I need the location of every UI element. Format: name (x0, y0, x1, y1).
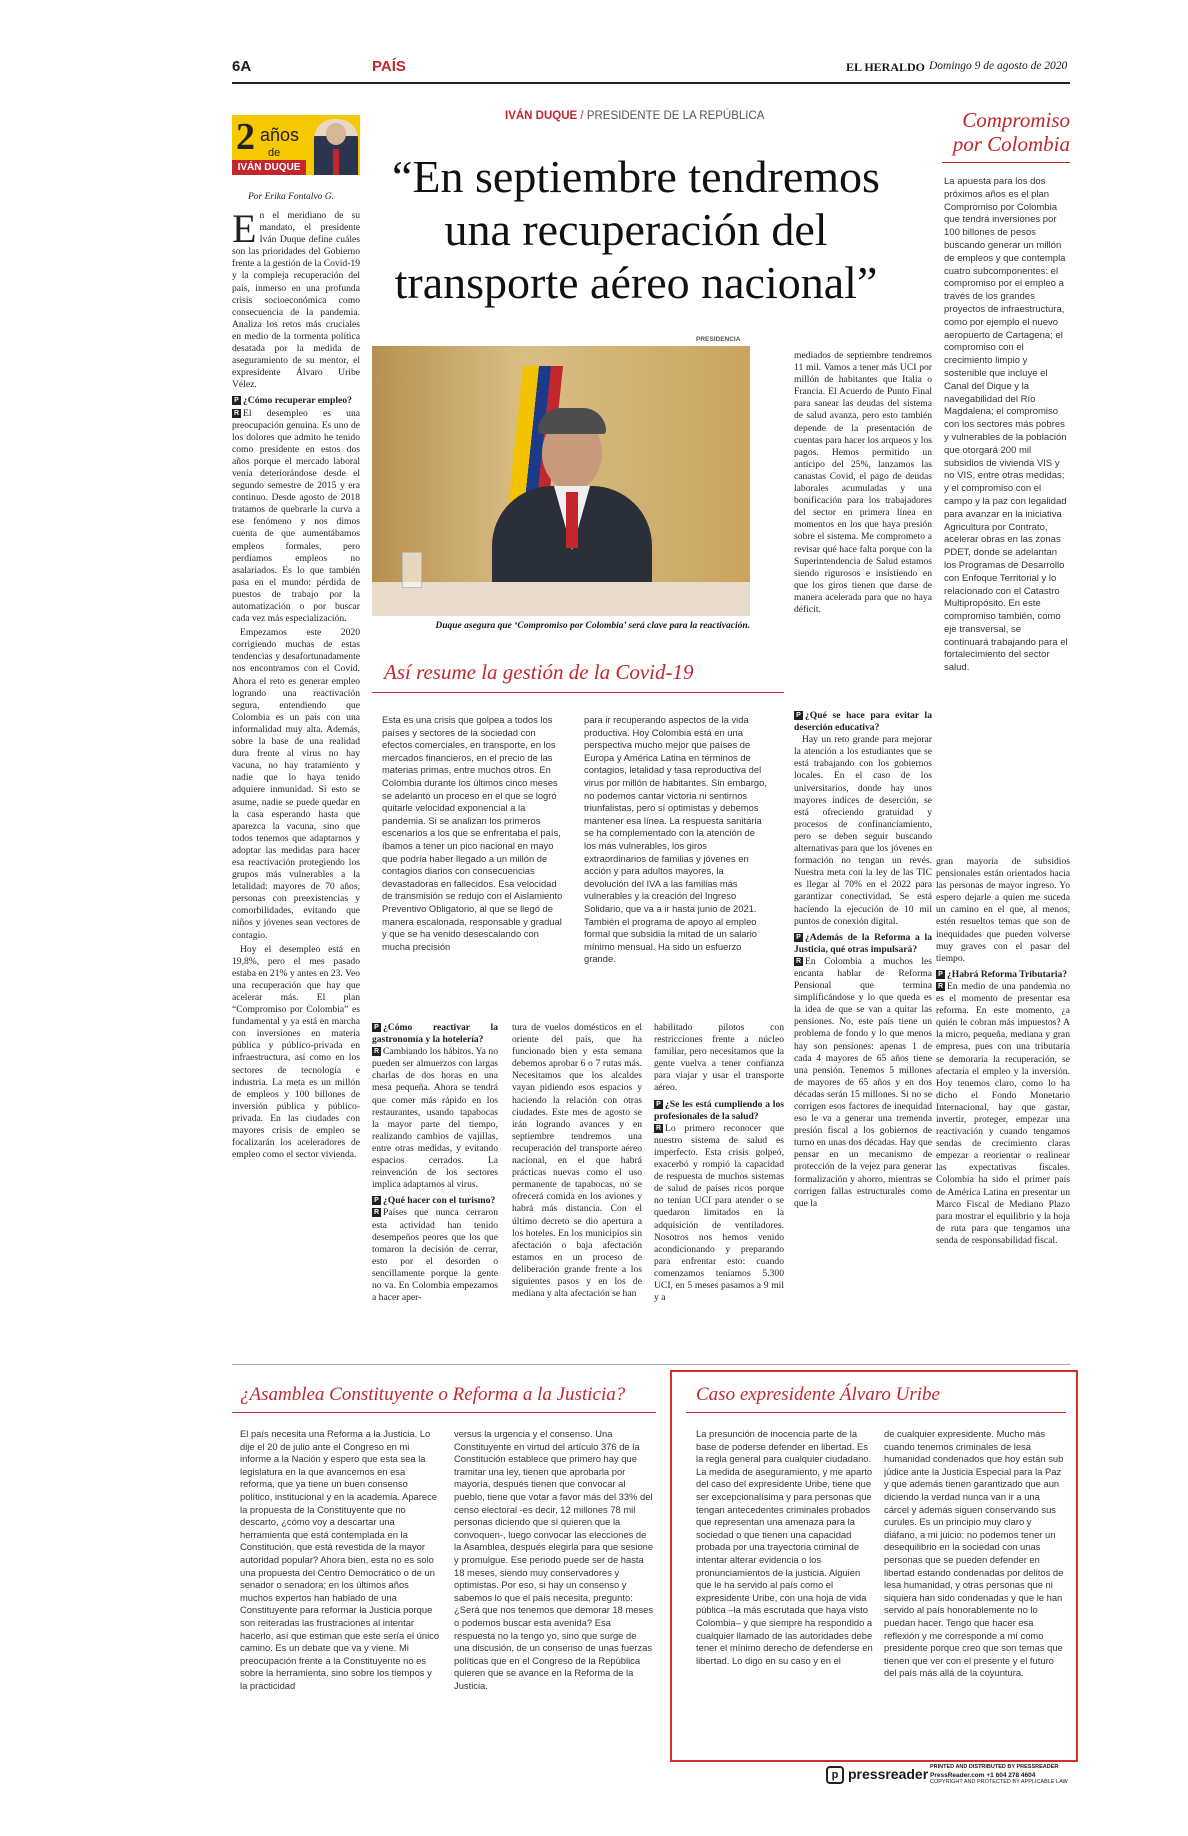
article-column-right-upper: mediados de septiembre tendremos 11 mil. Vamos a tener más UCI por millón de habitantes que Italia o Francia. El Acuerdo de Punto Final para sanear las deudas del sistema de salud avanza, pero esto también depende de la presentación de cuentas para hacer los arqueos y los pagos. Hemos permitido un anticipo del 25%, lanzamos las canastas Covid, el pago de deudas laborales acumuladas y una bonificación para los trabajadores del sector en primera línea en momentos en los que haya presión sobre el sistema. Me comprometo a revisar qué hace falta porque con la Superintendencia de Salud estamos siendo rigurosos e insistiendo en que los giros tienen que darse de manera acelerada para que no haya déficit. (794, 350, 932, 615)
article-column-4: habilitado pilotos con restricciones frente a núcleo familiar, pero necesitamos que la gente vuelva a tener confianza para viajar y usar el transporte aéreo. P ¿Se les está cumpliendo a los profesionales de la salud? R Lo primero reconocer que nuestro sistema de salud es imperfecto. Esta crisis golpeó, exacerbó y rompió la capacidad de respuesta de muchos sistemas de salud de países ricos porque no tenían UCI para atender o se quedaron limitados en la adquisición de ventiladores. Nosotros nos hemos venido acondicionando y preparando para enfrentar esto: cuando comenzamos teníamos 5.300 UCI, en 5 meses pasamos a 9 mil y a (654, 1022, 784, 1304)
sidebar-body: La apuesta para los dos próximos años es el plan Compromiso por Colombia que tendrá inversiones por 100 billones de pesos buscando generar un millón de empleos y que contempla cuatro subcomponentes: el compromiso por el empleo a través de los grandes proyectos de infraestructura, como por ejemplo el nuevo aeropuerto de Cartagena; el compromiso con el crecimiento limpio y sostenible que incluye el Canal del Dique y la navegabilidad del Río Magdalena; el compromiso con los sectores más pobres y vulnerables de la población que otorgará 200 mil subsidios de vivienda VIS y no VIS, entre otras medidas; y el compromiso con el campo y la paz con legalidad para avanzar en la iniciativa Agricultura por Contrato, acelerar obras en las zonas PDET, donde se adelantan los Programas de Desarrollo con Enfoque Territorial y lo relacionado con el Catastro Multipropósito. En este compromiso también, como eje transversal, se continuará trabajando para el fortalecimiento del sector salud. (944, 176, 1068, 674)
photo-credit: PRESIDENCIA (696, 336, 741, 343)
president-portrait (314, 119, 358, 175)
pressreader-brand: pressreader (848, 1766, 929, 1782)
issue-date: Domingo 9 de agosto de 2020 (929, 60, 1068, 72)
asamblea-column-2: versus la urgencia y el consenso. Una Constituyente en virtud del artículo 376 de la Constitución establece que primero hay que tramitar una ley, tienen que aprobarla por mayoría, después tienen que convocar al pueblo, tiene que votar a favor más del 33% del censo electoral -es decir, 12 millones 78 mil personas diciendo que sí quieren que la convoquen-, luego convocar las elecciones de la Asamblea, después elegirla para que sesione y promulgue. Ese periodo puede ser de hasta 18 meses, siendo muy conservadores y optimistas. Por eso, si hay un consenso y sabemos lo que el país necesita, pregunto: ¿Será que nos tenemos que demorar 18 meses o podemos buscar esta avenida? Esa respuesta no la tengo yo, sino que surge de una discusión, de un consenso de unas fuerzas políticas que en el Congreso de la República quieren que se avance en la Reforma de la Justicia. (454, 1428, 654, 1691)
newspaper-name: EL HERALDO (846, 60, 926, 74)
article-column-3: tura de vuelos domésticos en el oriente del país, que ha funcionado bien y esta semana debemos aprobar 6 o 7 rutas más. Necesitamos que los alcaldes vayan pidiendo esos espacios y haciendo la relación con otras ciudades. Este mes de agosto se irán logrando avances y en septiembre tendremos una recuperación del transporte aéreo nacional, en el que habrá prácticas nuevas como el uso permanente de tapabocas, no se ofrecerá comida en los aviones y habrá más distancia. Con el último decreto se dio apertura a los hoteles. En los municipios sin afectación o baja afectación estamos en un proceso de deliberación grande frente a los siguientes pasos y en los de mediana y alta afectación se han (512, 1022, 642, 1300)
covid-section-title: Así resume la gestión de la Covid-19 (384, 660, 694, 684)
covid-column-2: para ir recuperando aspectos de la vida productiva. Hoy Colombia está en una perspectiva mucho mejor que países de Europa y América Latina en términos de contagios, letalidad y tasa reproductiva del virus por millón de habitantes. Sin embargo, no podemos cantar victoria ni sentirnos triunfalistas, pero sí optimistas y debemos mantener esa línea. La respuesta sanitaria se ha complementado con la atención de los más vulnerables, los giros extraordinarios de familias y jóvenes en acción y para adultos mayores, la devolución del IVA a las familias más vulnerables y la creación del Ingreso Solidario, que va a ir hasta junio de 2021. También el programa de apoyo al empleo formal que subsidia la mitad de un salario mínimo mensual. Ha sido un esfuerzo grande. (584, 714, 767, 965)
article-column-right-lower: gran mayoría de subsidios pensionales están orientados hacia las personas de mayor ingreso. Yo espero dejarle a quien me suceda un camino en el que, al menos, estén resueltos temas que son de inequidades que pueden volverse muy graves con el pasar del tiempo. P ¿Habrá Reforma Tributaria? R En medio de una pandemia no es el momento de presentar esa reforma. En este momento, ¿a quién le cobran más impuestos? A la micro, pequeña, mediana y gran empresa, pues con una tributaria se demoraría la recuperación, se afectaría el empleo y la inversión. Hoy tenemos claro, como lo ha dicho el Fondo Monetario Internacional, hay que gastar, invertir, proteger, empezar una reactivación y cuando tengamos sendas de crecimiento claras empezar a reorientar o realinear las expectativas fiscales. Colombia ha sido el primer país de América Latina en presentar un Marco Fiscal de Mediano Plazo para mostrar el equilibrio y la hoja de ruta para que tengamos una senda de responsabilidad fiscal. (936, 856, 1070, 1246)
headline: “En septiembre tendremos una recuperación del transporte aéreo nacional” (392, 151, 880, 308)
uribe-rule (686, 1412, 1066, 1413)
uribe-title: Caso expresidente Álvaro Uribe (696, 1384, 940, 1405)
pressreader-logo-icon: p (826, 1766, 844, 1784)
asamblea-column-1: El país necesita una Reforma a la Justicia. Lo dije el 20 de julio ante el Congreso en mi informe a la Nación y espero que esta sea la legislatura en la que avancemos en esa reforma, que ya tiene un buen consenso político, institucional y en la academia. Aparece la propuesta de la Constituyente que no descarto, ¿cómo voy a descartar una herramienta que está contemplada en la Constitución, que está revestida de la mayor autoridad popular? Ahora bien, esta no es solo una propuesta del Centro Democrático o de un senador o senadora; en los últimos años muchos expertos han hablado de una Constituyente para reformar la Justicia porque son reiteradas las frustraciones al intentar hacerlo, así que estiman que este sería el único camino. Es un debate que va y viene. Mi preocupación frente a la Constituyente no es sobre la herramienta, sino sobre los tiempos y la practicidad (240, 1428, 440, 1691)
uribe-column-1: La presunción de inocencia parte de la base de poderse defender en libertad. Es la regla general para cualquier ciudadano. La medida de aseguramiento, y me aparto del caso del expresidente Uribe, tiene que ser excepcionalísima y para personas que tengan antecedentes criminales probados que representan una amenaza para la sociedad o que tienen una capacidad probada por una trayectoria criminal de intentar alterar evidencia o los pronunciamientos de la justicia. Alguien que le ha servido al país como el expresidente Uribe, con una hoja de vida pública –la más escrutada que haya visto Colombia– y que siempre ha respondido a cualquier llamado de las autoridades debe tener el mínimo derecho de defenderse en libertad. Lo digo en su caso y en el (696, 1428, 873, 1666)
header-rule (232, 82, 1070, 84)
article-column-desercion: P ¿Qué se hace para evitar la deserción educativa? Hay un reto grande para mejorar la atención a los estudiantes que se está trabajando con los gobiernos locales. En el caso de los universitarios, donde hay unos mayores índices de deserción, se está ofreciendo gratuidad y procesos de confinanciamiento, pero se deben seguir buscando alternativas para que los jóvenes en formación no tengan un revés. Nuestra meta con la ley de las TIC es llegar al 70% en el 2022 para garantizar conectividad. Se está haciendo la ejecución de 10 mil puntos de conexión digital. P ¿Además de la Reforma a la Justicia, qué otras impulsará? R En Colombia a muchos les encanta hablar de Reforma Pensional que termina simplificándose y lo que queda es la idea de que se van a quitar las pensiones. No, este país tiene un problema de fondo y lo que menos hay son pensiones: apenas 1 de cada 4 mayores de 65 años tiene una pensión. Tenemos 5 millones de mayores de 65 años y en dos décadas serán 15 millones. Si no se corrigen esos factores de inequidad eso le va a generar una tremenda presión fiscal a los gobiernos de turno en unas dos décadas. Hay que pensar en un mecanismo de protección de la vejez para generar formalización y ahorro, mientras se corrigen fallas estructurales como que la (794, 710, 932, 1209)
byline: Por Erika Fontalvo G. (248, 192, 335, 202)
photo-caption: Duque asegura que ‘Compromiso por Colombia’ será clave para la reactivación. (435, 621, 750, 631)
anniversary-badge: 2 años de IVÁN DUQUE (232, 115, 360, 175)
kicker: IVÁN DUQUE / PRESIDENTE DE LA REPÚBLICA (505, 110, 765, 122)
president-photo (372, 346, 750, 616)
asamblea-title: ¿Asamblea Constituyente o Reforma a la Justicia? (240, 1384, 626, 1405)
drop-cap: E (232, 210, 257, 251)
pressreader-footer: p pressreader PRINTED AND DISTRIBUTED BY PRESSREADER PressReader.com +1 604 278 4604 COPYRIGHT AND PROTECTED BY APPLICABLE LAW (826, 1764, 1070, 1790)
article-column-2: P ¿Cómo reactivar la gastronomía y la hotelería? R Cambiando los hábitos. Ya no pueden ser almuerzos con largas charlas de dos horas en una mesa pequeña. Ahora se tendrá que comer más rápido en los restaurantes, usando tapabocas la mayor parte del tiempo, realizando cambios de vajillas, entre otras medidas, y evitando espacios cerrados. La reinvención de los sectores implica adaptarnos al virus. P ¿Qué hacer con el turismo? R Países que nunca cerraron esta actividad han tenido desempeños peores que los que tomaron la decisión de cerrar, esto por el desorden o sencillamente porque la gente no va. En Colombia empezamos a hacer aper- (372, 1022, 498, 1304)
uribe-column-2: de cualquier expresidente. Mucho más cuando tenemos criminales de lesa humanidad condenados que hoy están sub júdice ante la Justicia Especial para la Paz y que además tienen garantizado que aun diciendo la verdad nunca van ir a una cárcel y además siguen conservando sus curules. Es un principio muy claro y diáfano, a mi juicio: no podemos tener un desequilibrio en la sociedad con unas personas que se pueden defender en libertad estando condenadas por delitos de lesa humanidad, y otras personas que ni siquiera han sido condenadas y que le han servido al país honorablemente no lo puedan hacer. Tengo que hacer esa reflexión y me corresponde a mí como presidente porque creo que son temas que tienen que ver con el presente y el futuro del país más allá de la coyuntura. (884, 1428, 1064, 1679)
asamblea-rule (232, 1412, 656, 1413)
covid-column-1: Esta es una crisis que golpea a todos los países y sectores de la sociedad con efectos comerciales, en transporte, en los mercados financieros, en el precio de las materias primas, entre muchos otros. En Colombia durante los últimos cinco meses se adelantó un proceso en el que se logró quitarle velocidad exponencial a la pandemia. Si se analizan los primeros escenarios a los que se enfrentaba el país, íbamos a tener un pico nacional en mayo que podría haber llegado a un millón de contagios diarios con consecuencias devastadoras en fallecidos. Esa velocidad de transmisión se redujo con el Aislamiento Preventivo Obligatorio, al que se llegó de manera escalonada, responsable y gradual y que se ha venido desescalando con mucha precisión (382, 714, 563, 952)
covid-title-rule (372, 692, 784, 693)
sidebar-title: Compromiso por Colombia (952, 108, 1070, 156)
page-header (232, 56, 1070, 82)
section-name: PAÍS (372, 58, 406, 75)
page-number: 6A (232, 58, 252, 75)
sidebar-rule (942, 162, 1070, 163)
bottom-section-rule (232, 1364, 1070, 1365)
article-column-1: E n el meridiano de su mandato, el presidente Iván Duque define cuáles son las prioridades del Gobierno frente a la gestión de la Covid-19 y la compleja recuperación del país, inmerso en una profunda crisis socioeconómica como consecuencia de la pandemia. Analiza los retos más cruciales en medio de la tormenta política desatada por la medida de aseguramiento de su mentor, el expresidente Álvaro Uribe Vélez. P ¿Cómo recuperar empleo? R El desempleo es una preocupación genuina. Es uno de los dolores que admito he tenido como presidente en estos dos años porque el mercado laboral venía deteriorándose desde el segundo semestre de 2015 y era continuo. Desde agosto de 2018 tratamos de quebrarle la curva a ese fenómeno y nos dimos cuenta de que aumentábamos empleos formales, pero perdíamos empleos no asalariados. Es lo que también pasa en el mundo: pérdida de puestos de trabajo por la automatización o por buscar cada vez más especialización. Empezamos este 2020 corrigiendo muchas de estas tendencias y desafortunadamente nos encontramos con el Covid. Ahora el reto es generar empleo logrando una reactivación segura, entendiendo que Colombia es un país con una informalidad muy alta. Además, sobre la base de una realidad dura frente al virus no hay vacuna, no hay tratamiento y nadie que lo haya tenido adquiere inmunidad. Si esto se asume, nadie se puede quedar en la casa esperando hasta que aparezca la vacuna, sino que todos tenemos que adaptarnos y adoptar las medidas para hacer esa reactivación protegiendo los grupos más vulnerables a la letalidad: mayores de 70 años, personas con preexistencias y comorbilidades, evitando que niños y jóvenes sean vectores de contagio. Hoy el desempleo está en 19,8%, pero el mes pasado estaba en 21% y antes en 23. Veo una recuperación que hay que acelerar más. El plan “Compromiso por Colombia” es fundamental y ya está en marcha con inversiones en materia pública y público-privada en infraestructura, así como en los sectores de tecnología e industria. La meta es un millón de empleos y 100 billones de inversión pública y público-privada. En las ciudades con mayores crisis de empleo se focalizarán los aceleradores de empleo como el sector vivienda. (232, 210, 360, 1161)
